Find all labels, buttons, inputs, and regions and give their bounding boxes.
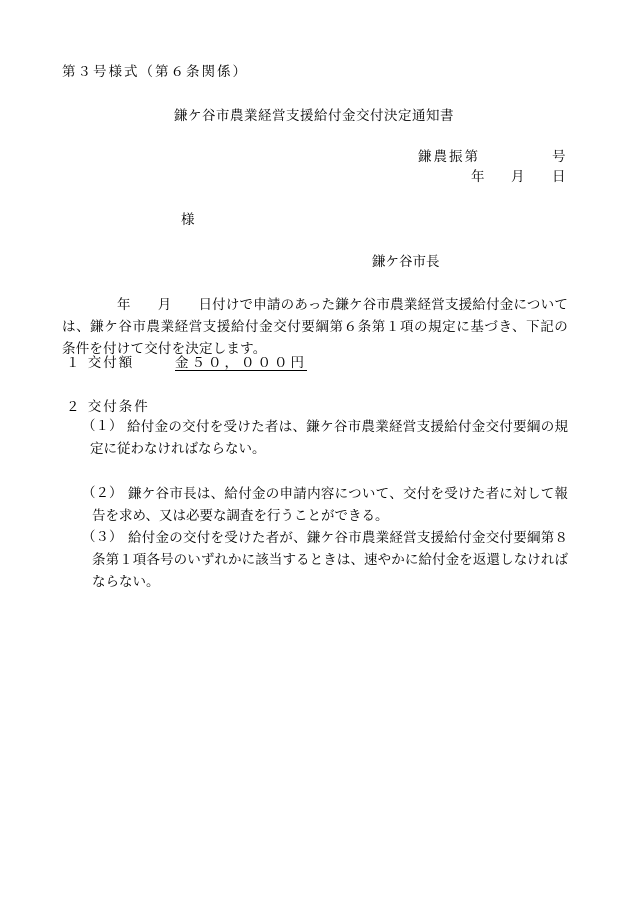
date-day-label: 日 [552,169,566,185]
amount-label: １ 交付額 [66,355,135,371]
body-paragraph [62,294,568,360]
condition-item-2: 鎌ケ谷市長は、給付金の申請内容について、交付を受けた者に対して報告を求め、又は必要な調査を行うことができる。 [92,486,568,524]
condition-number-2: （２） [82,485,123,501]
body-year-label: 年 [117,297,131,313]
document-title: 鎌ケ谷市農業経営支援給付金交付決定通知書 [174,108,454,124]
date-year-label: 年 [471,169,485,185]
issuer-name: 鎌ケ谷市長 [372,254,440,270]
form-number: 第３号様式（第６条関係） [62,64,248,80]
condition-item-1: 給付金の交付を受けた者は、鎌ケ谷市農業経営支援給付金交付要綱の規定に従わなければならない。 [90,419,568,457]
condition-item-3: 給付金の交付を受けた者が、鎌ケ谷市農業経営支援給付金交付要綱第８条第１項各号のいずれかに該当するときは、速やかに給付金を返還しなければならない。 [92,530,568,590]
condition-number-1: （１） [82,418,123,434]
recipient-honorific: 様 [181,212,195,228]
body-text: 日付けで申請のあった鎌ケ谷市農業経営支援給付金については、鎌ケ谷市農業経営支援給付金交付要綱第６条第１項の規定に基づき、下記の条件を付けて交付を決定します。 [62,297,569,357]
date-month-label: 月 [511,169,525,185]
document-number-prefix: 鎌農振第 [418,149,480,165]
conditions-heading: ２ 交付条件 [66,399,150,415]
condition-number-3: （３） [82,529,123,545]
body-month-label: 月 [157,297,172,313]
document-number-suffix: 号 [552,149,566,165]
amount-value: 金５０，０００円 [175,355,307,371]
